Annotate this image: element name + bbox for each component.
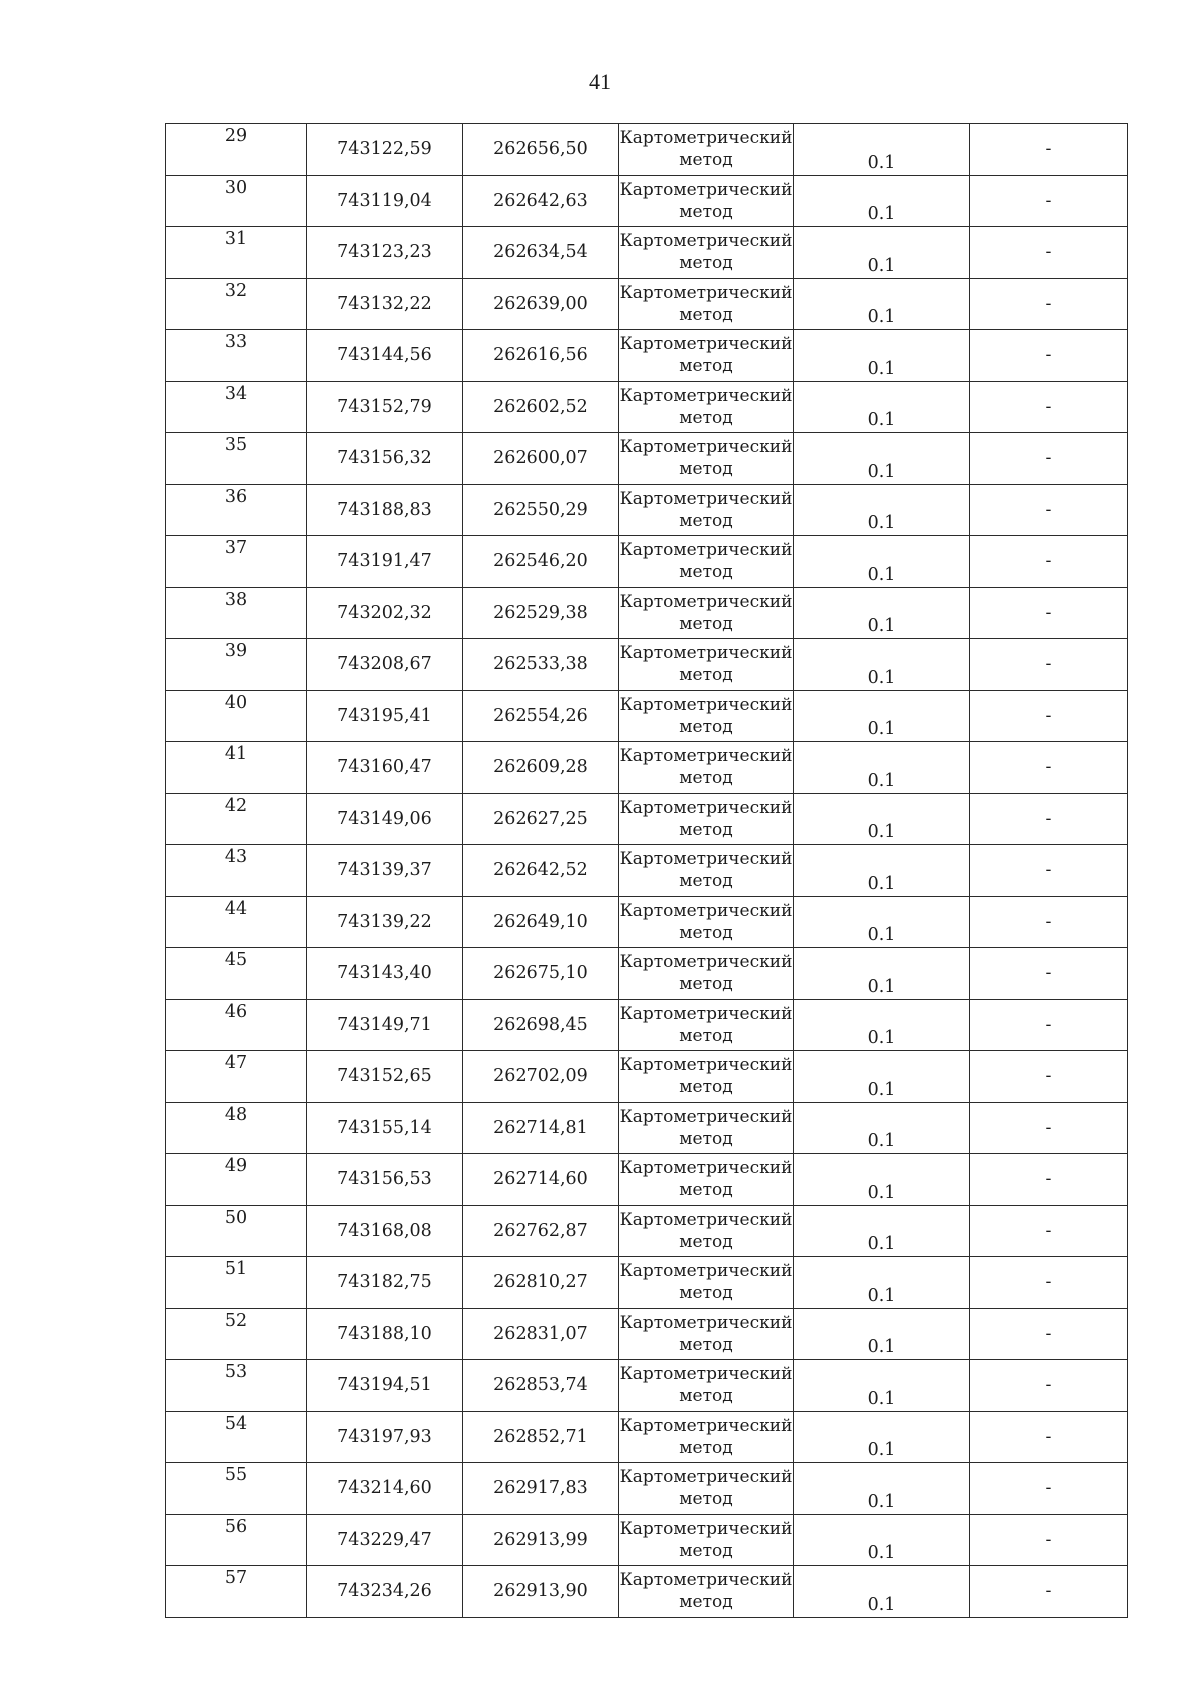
method-label-line1: Картометрический bbox=[619, 797, 793, 818]
method-cell bbox=[619, 896, 794, 948]
method-cell bbox=[619, 124, 794, 176]
point-number: 47 bbox=[224, 1053, 248, 1073]
point-number: 50 bbox=[224, 1207, 248, 1228]
method-label-line2: метод bbox=[679, 1128, 733, 1149]
point-number-cell bbox=[166, 1308, 307, 1360]
method-cell bbox=[619, 793, 794, 845]
method-label-line1: Картометрический bbox=[619, 231, 793, 252]
coordinate-y-cell: 262533,38 bbox=[463, 639, 619, 691]
method-label-line1: Картометрический bbox=[619, 179, 793, 200]
point-number: 54 bbox=[224, 1413, 248, 1434]
point-number: 43 bbox=[224, 847, 248, 867]
note-cell: - bbox=[970, 1051, 1128, 1103]
point-number-cell bbox=[166, 227, 307, 279]
point-number-cell bbox=[166, 587, 307, 639]
method-label-line1: Картометрический bbox=[619, 1312, 793, 1333]
accuracy-cell: 0.1 bbox=[794, 1154, 970, 1206]
method-cell bbox=[619, 1051, 794, 1103]
coordinate-y-cell: 262616,56 bbox=[463, 330, 619, 382]
note-cell: - bbox=[970, 896, 1128, 948]
method-label-line1: Картометрический bbox=[619, 1158, 793, 1179]
method-label-line2: метод bbox=[679, 459, 733, 480]
coordinate-x-cell: 743139,22 bbox=[307, 896, 463, 948]
method-label-line1: Картометрический bbox=[619, 746, 793, 767]
accuracy-cell: 0.1 bbox=[794, 330, 970, 382]
accuracy-cell: 0.1 bbox=[794, 1308, 970, 1360]
coordinate-y-cell: 262634,54 bbox=[463, 227, 619, 279]
point-number-cell bbox=[166, 1257, 307, 1309]
method-label-line1: Картометрический bbox=[619, 1209, 793, 1230]
accuracy-cell: 0.1 bbox=[794, 587, 970, 639]
method-label-line2: метод bbox=[679, 1180, 733, 1201]
point-number: 46 bbox=[224, 1001, 248, 1022]
table-row bbox=[166, 381, 1128, 433]
coordinate-x-cell: 743195,41 bbox=[307, 690, 463, 742]
point-number-cell bbox=[166, 793, 307, 845]
point-number-cell bbox=[166, 330, 307, 382]
method-label-line2: метод bbox=[679, 1025, 733, 1046]
method-label-line1: Картометрический bbox=[619, 437, 793, 458]
note-cell: - bbox=[970, 690, 1128, 742]
point-number: 30 bbox=[224, 177, 248, 198]
coordinate-x-cell: 743149,06 bbox=[307, 793, 463, 845]
note-cell: - bbox=[970, 175, 1128, 227]
point-number-cell bbox=[166, 1566, 307, 1618]
coordinate-y-cell: 262602,52 bbox=[463, 381, 619, 433]
method-cell bbox=[619, 1463, 794, 1515]
coordinate-x-cell: 743214,60 bbox=[307, 1463, 463, 1515]
point-number: 41 bbox=[224, 744, 248, 764]
note-cell: - bbox=[970, 536, 1128, 588]
point-number-cell bbox=[166, 948, 307, 1000]
point-number-cell bbox=[166, 1514, 307, 1566]
note-cell: - bbox=[970, 433, 1128, 485]
method-label-line2: метод bbox=[679, 1334, 733, 1355]
method-label-line2: метод bbox=[679, 356, 733, 377]
method-label-line1: Картометрический bbox=[619, 1261, 793, 1282]
point-number: 42 bbox=[224, 795, 248, 816]
coordinate-y-cell: 262698,45 bbox=[463, 999, 619, 1051]
accuracy-cell: 0.1 bbox=[794, 1051, 970, 1103]
coordinate-y-cell: 262831,07 bbox=[463, 1308, 619, 1360]
accuracy-cell: 0.1 bbox=[794, 639, 970, 691]
method-label-line1: Картометрический bbox=[619, 385, 793, 406]
method-label-line1: Картометрический bbox=[619, 1364, 793, 1385]
method-label-line2: метод bbox=[679, 253, 733, 274]
coordinate-y-cell: 262913,90 bbox=[463, 1566, 619, 1618]
method-label-line1: Картометрический bbox=[619, 1003, 793, 1024]
point-number-cell bbox=[166, 1411, 307, 1463]
method-label-line1: Картометрический bbox=[619, 1415, 793, 1436]
coordinate-y-cell: 262913,99 bbox=[463, 1514, 619, 1566]
coordinate-x-cell: 743208,67 bbox=[307, 639, 463, 691]
method-label-line2: метод bbox=[679, 974, 733, 995]
accuracy-cell: 0.1 bbox=[794, 1360, 970, 1412]
table-row bbox=[166, 742, 1128, 794]
table-row bbox=[166, 948, 1128, 1000]
accuracy-cell: 0.1 bbox=[794, 381, 970, 433]
point-number-cell bbox=[166, 1154, 307, 1206]
coordinate-y-cell: 262609,28 bbox=[463, 742, 619, 794]
point-number: 38 bbox=[224, 589, 248, 610]
method-cell bbox=[619, 690, 794, 742]
table-row bbox=[166, 639, 1128, 691]
table-row bbox=[166, 587, 1128, 639]
method-cell bbox=[619, 433, 794, 485]
note-cell: - bbox=[970, 1257, 1128, 1309]
table-row bbox=[166, 1514, 1128, 1566]
note-cell: - bbox=[970, 1102, 1128, 1154]
method-label-line2: метод bbox=[679, 1283, 733, 1304]
method-label-line1: Картометрический bbox=[619, 643, 793, 664]
accuracy-cell: 0.1 bbox=[794, 742, 970, 794]
method-label-line2: метод bbox=[679, 1077, 733, 1098]
coordinate-x-cell: 743168,08 bbox=[307, 1205, 463, 1257]
accuracy-cell: 0.1 bbox=[794, 793, 970, 845]
method-cell bbox=[619, 845, 794, 897]
note-cell: - bbox=[970, 330, 1128, 382]
method-label-line2: метод bbox=[679, 871, 733, 892]
note-cell: - bbox=[970, 639, 1128, 691]
point-number-cell bbox=[166, 536, 307, 588]
method-label-line1: Картометрический bbox=[619, 849, 793, 870]
accuracy-cell: 0.1 bbox=[794, 536, 970, 588]
coordinate-y-cell: 262714,81 bbox=[463, 1102, 619, 1154]
point-number: 57 bbox=[224, 1568, 248, 1588]
coordinate-y-cell: 262642,63 bbox=[463, 175, 619, 227]
table-row bbox=[166, 1102, 1128, 1154]
method-cell bbox=[619, 1205, 794, 1257]
point-number-cell bbox=[166, 690, 307, 742]
note-cell: - bbox=[970, 793, 1128, 845]
point-number: 36 bbox=[224, 486, 248, 507]
note-cell: - bbox=[970, 1154, 1128, 1206]
note-cell: - bbox=[970, 1205, 1128, 1257]
point-number-cell bbox=[166, 484, 307, 536]
coordinate-y-cell: 262639,00 bbox=[463, 278, 619, 330]
point-number-cell bbox=[166, 1051, 307, 1103]
method-cell bbox=[619, 330, 794, 382]
method-label-line2: метод bbox=[679, 1592, 733, 1613]
coordinate-x-cell: 743139,37 bbox=[307, 845, 463, 897]
point-number: 45 bbox=[224, 950, 248, 970]
coordinate-x-cell: 743229,47 bbox=[307, 1514, 463, 1566]
coordinate-x-cell: 743149,71 bbox=[307, 999, 463, 1051]
method-label-line2: метод bbox=[679, 1231, 733, 1252]
table-row bbox=[166, 999, 1128, 1051]
coordinate-y-cell: 262762,87 bbox=[463, 1205, 619, 1257]
accuracy-cell: 0.1 bbox=[794, 999, 970, 1051]
point-number: 55 bbox=[224, 1465, 248, 1485]
coordinate-x-cell: 743155,14 bbox=[307, 1102, 463, 1154]
point-number: 33 bbox=[224, 332, 248, 352]
coordinate-x-cell: 743188,83 bbox=[307, 484, 463, 536]
coordinate-y-cell: 262810,27 bbox=[463, 1257, 619, 1309]
accuracy-cell: 0.1 bbox=[794, 1205, 970, 1257]
coordinate-y-cell: 262656,50 bbox=[463, 124, 619, 176]
method-cell bbox=[619, 639, 794, 691]
point-number-cell bbox=[166, 381, 307, 433]
point-number-cell bbox=[166, 278, 307, 330]
coordinate-y-cell: 262600,07 bbox=[463, 433, 619, 485]
coordinate-y-cell: 262714,60 bbox=[463, 1154, 619, 1206]
accuracy-cell: 0.1 bbox=[794, 690, 970, 742]
point-number: 53 bbox=[224, 1362, 248, 1382]
method-cell bbox=[619, 1411, 794, 1463]
point-number: 44 bbox=[224, 898, 248, 919]
table-row bbox=[166, 330, 1128, 382]
point-number-cell bbox=[166, 896, 307, 948]
coordinate-y-cell: 262529,38 bbox=[463, 587, 619, 639]
note-cell: - bbox=[970, 742, 1128, 794]
table-row bbox=[166, 1154, 1128, 1206]
point-number: 49 bbox=[224, 1156, 248, 1176]
note-cell: - bbox=[970, 227, 1128, 279]
table-row bbox=[166, 793, 1128, 845]
method-label-line2: метод bbox=[679, 407, 733, 428]
method-cell bbox=[619, 484, 794, 536]
point-number-cell bbox=[166, 175, 307, 227]
method-cell bbox=[619, 1102, 794, 1154]
method-cell bbox=[619, 1154, 794, 1206]
method-label-line2: метод bbox=[679, 613, 733, 634]
accuracy-cell: 0.1 bbox=[794, 948, 970, 1000]
note-cell: - bbox=[970, 484, 1128, 536]
note-cell: - bbox=[970, 948, 1128, 1000]
note-cell: - bbox=[970, 1566, 1128, 1618]
coordinate-y-cell: 262550,29 bbox=[463, 484, 619, 536]
note-cell: - bbox=[970, 1514, 1128, 1566]
method-cell bbox=[619, 587, 794, 639]
note-cell: - bbox=[970, 1308, 1128, 1360]
accuracy-cell: 0.1 bbox=[794, 227, 970, 279]
coordinate-x-cell: 743234,26 bbox=[307, 1566, 463, 1618]
method-cell bbox=[619, 1308, 794, 1360]
accuracy-cell: 0.1 bbox=[794, 433, 970, 485]
accuracy-cell: 0.1 bbox=[794, 1411, 970, 1463]
point-number: 52 bbox=[224, 1310, 248, 1331]
point-number-cell bbox=[166, 433, 307, 485]
method-label-line2: метод bbox=[679, 1386, 733, 1407]
table-row bbox=[166, 1205, 1128, 1257]
point-number: 34 bbox=[224, 383, 248, 404]
method-label-line1: Картометрический bbox=[619, 282, 793, 303]
point-number-cell bbox=[166, 845, 307, 897]
coordinate-y-cell: 262649,10 bbox=[463, 896, 619, 948]
coordinate-x-cell: 743123,23 bbox=[307, 227, 463, 279]
method-label-line2: метод bbox=[679, 716, 733, 737]
method-label-line1: Картометрический bbox=[619, 694, 793, 715]
method-label-line1: Картометрический bbox=[619, 128, 793, 149]
table-row bbox=[166, 1308, 1128, 1360]
coordinate-x-cell: 743160,47 bbox=[307, 742, 463, 794]
method-label-line2: метод bbox=[679, 1437, 733, 1458]
coordinate-x-cell: 743143,40 bbox=[307, 948, 463, 1000]
point-number: 39 bbox=[224, 641, 248, 661]
method-cell bbox=[619, 536, 794, 588]
table-row bbox=[166, 1463, 1128, 1515]
point-number-cell bbox=[166, 742, 307, 794]
method-cell bbox=[619, 742, 794, 794]
coordinate-x-cell: 743119,04 bbox=[307, 175, 463, 227]
method-cell bbox=[619, 1257, 794, 1309]
method-label-line1: Картометрический bbox=[619, 540, 793, 561]
method-label-line1: Картометрический bbox=[619, 900, 793, 921]
method-label-line1: Картометрический bbox=[619, 952, 793, 973]
coordinate-x-cell: 743144,56 bbox=[307, 330, 463, 382]
accuracy-cell: 0.1 bbox=[794, 896, 970, 948]
accuracy-cell: 0.1 bbox=[794, 1257, 970, 1309]
method-label-line2: метод bbox=[679, 150, 733, 171]
coordinate-y-cell: 262853,74 bbox=[463, 1360, 619, 1412]
table-row bbox=[166, 845, 1128, 897]
table-row bbox=[166, 433, 1128, 485]
coordinate-x-cell: 743132,22 bbox=[307, 278, 463, 330]
method-cell bbox=[619, 999, 794, 1051]
coordinate-x-cell: 743122,59 bbox=[307, 124, 463, 176]
note-cell: - bbox=[970, 587, 1128, 639]
coordinate-y-cell: 262675,10 bbox=[463, 948, 619, 1000]
table-row bbox=[166, 1566, 1128, 1618]
note-cell: - bbox=[970, 845, 1128, 897]
coordinate-y-cell: 262554,26 bbox=[463, 690, 619, 742]
table-row bbox=[166, 690, 1128, 742]
note-cell: - bbox=[970, 1463, 1128, 1515]
coordinate-x-cell: 743156,53 bbox=[307, 1154, 463, 1206]
point-number-cell bbox=[166, 639, 307, 691]
point-number-cell bbox=[166, 1205, 307, 1257]
accuracy-cell: 0.1 bbox=[794, 1514, 970, 1566]
method-cell bbox=[619, 381, 794, 433]
method-label-line1: Картометрический bbox=[619, 334, 793, 355]
table-row bbox=[166, 124, 1128, 176]
note-cell: - bbox=[970, 999, 1128, 1051]
table-row bbox=[166, 1360, 1128, 1412]
table-row bbox=[166, 896, 1128, 948]
method-label-line2: метод bbox=[679, 768, 733, 789]
coordinate-x-cell: 743194,51 bbox=[307, 1360, 463, 1412]
method-label-line2: метод bbox=[679, 1540, 733, 1561]
method-label-line2: метод bbox=[679, 922, 733, 943]
point-number: 31 bbox=[224, 229, 248, 249]
coordinate-y-cell: 262917,83 bbox=[463, 1463, 619, 1515]
note-cell: - bbox=[970, 278, 1128, 330]
method-cell bbox=[619, 1514, 794, 1566]
coordinate-y-cell: 262852,71 bbox=[463, 1411, 619, 1463]
point-number: 37 bbox=[224, 538, 248, 558]
coordinate-x-cell: 743202,32 bbox=[307, 587, 463, 639]
point-number: 56 bbox=[224, 1516, 248, 1537]
method-label-line2: метод bbox=[679, 562, 733, 583]
table-row bbox=[166, 1051, 1128, 1103]
note-cell: - bbox=[970, 381, 1128, 433]
coordinate-y-cell: 262627,25 bbox=[463, 793, 619, 845]
note-cell: - bbox=[970, 1411, 1128, 1463]
method-label-line1: Картометрический bbox=[619, 488, 793, 509]
point-number-cell bbox=[166, 1102, 307, 1154]
method-label-line1: Картометрический bbox=[619, 1570, 793, 1591]
coordinate-y-cell: 262642,52 bbox=[463, 845, 619, 897]
table-row bbox=[166, 278, 1128, 330]
coordinate-x-cell: 743152,79 bbox=[307, 381, 463, 433]
method-label-line2: метод bbox=[679, 201, 733, 222]
method-cell bbox=[619, 1566, 794, 1618]
method-label-line2: метод bbox=[679, 304, 733, 325]
note-cell: - bbox=[970, 1360, 1128, 1412]
coordinate-x-cell: 743197,93 bbox=[307, 1411, 463, 1463]
coordinate-x-cell: 743191,47 bbox=[307, 536, 463, 588]
coordinate-x-cell: 743156,32 bbox=[307, 433, 463, 485]
accuracy-cell: 0.1 bbox=[794, 845, 970, 897]
note-cell: - bbox=[970, 124, 1128, 176]
coordinates-table-body bbox=[166, 124, 1128, 1618]
coordinate-x-cell: 743188,10 bbox=[307, 1308, 463, 1360]
point-number: 51 bbox=[224, 1259, 248, 1279]
table-row bbox=[166, 536, 1128, 588]
point-number-cell bbox=[166, 999, 307, 1051]
accuracy-cell: 0.1 bbox=[794, 484, 970, 536]
method-label-line2: метод bbox=[679, 510, 733, 531]
point-number: 35 bbox=[224, 435, 248, 455]
coordinate-x-cell: 743182,75 bbox=[307, 1257, 463, 1309]
method-cell bbox=[619, 175, 794, 227]
method-label-line1: Картометрический bbox=[619, 1467, 793, 1488]
accuracy-cell: 0.1 bbox=[794, 1102, 970, 1154]
accuracy-cell: 0.1 bbox=[794, 124, 970, 176]
table-row bbox=[166, 1257, 1128, 1309]
point-number-cell bbox=[166, 124, 307, 176]
method-cell bbox=[619, 278, 794, 330]
table-row bbox=[166, 484, 1128, 536]
page-number: 41 bbox=[589, 69, 611, 94]
coordinate-x-cell: 743152,65 bbox=[307, 1051, 463, 1103]
method-label-line1: Картометрический bbox=[619, 1055, 793, 1076]
accuracy-cell: 0.1 bbox=[794, 278, 970, 330]
table-row bbox=[166, 227, 1128, 279]
table-row bbox=[166, 1411, 1128, 1463]
point-number-cell bbox=[166, 1463, 307, 1515]
point-number: 32 bbox=[224, 280, 248, 301]
coordinate-y-cell: 262546,20 bbox=[463, 536, 619, 588]
point-number: 48 bbox=[224, 1104, 248, 1125]
point-number-cell bbox=[166, 1360, 307, 1412]
method-cell bbox=[619, 948, 794, 1000]
method-label-line2: метод bbox=[679, 819, 733, 840]
coordinates-table bbox=[165, 123, 1128, 1618]
point-number: 40 bbox=[224, 692, 248, 713]
table-row bbox=[166, 175, 1128, 227]
accuracy-cell: 0.1 bbox=[794, 1566, 970, 1618]
method-label-line1: Картометрический bbox=[619, 1518, 793, 1539]
coordinate-y-cell: 262702,09 bbox=[463, 1051, 619, 1103]
method-label-line1: Картометрический bbox=[619, 591, 793, 612]
method-cell bbox=[619, 1360, 794, 1412]
method-label-line2: метод bbox=[679, 665, 733, 686]
method-cell bbox=[619, 227, 794, 279]
point-number: 29 bbox=[224, 126, 248, 146]
method-label-line2: метод bbox=[679, 1489, 733, 1510]
accuracy-cell: 0.1 bbox=[794, 1463, 970, 1515]
method-label-line1: Картометрический bbox=[619, 1106, 793, 1127]
accuracy-cell: 0.1 bbox=[794, 175, 970, 227]
